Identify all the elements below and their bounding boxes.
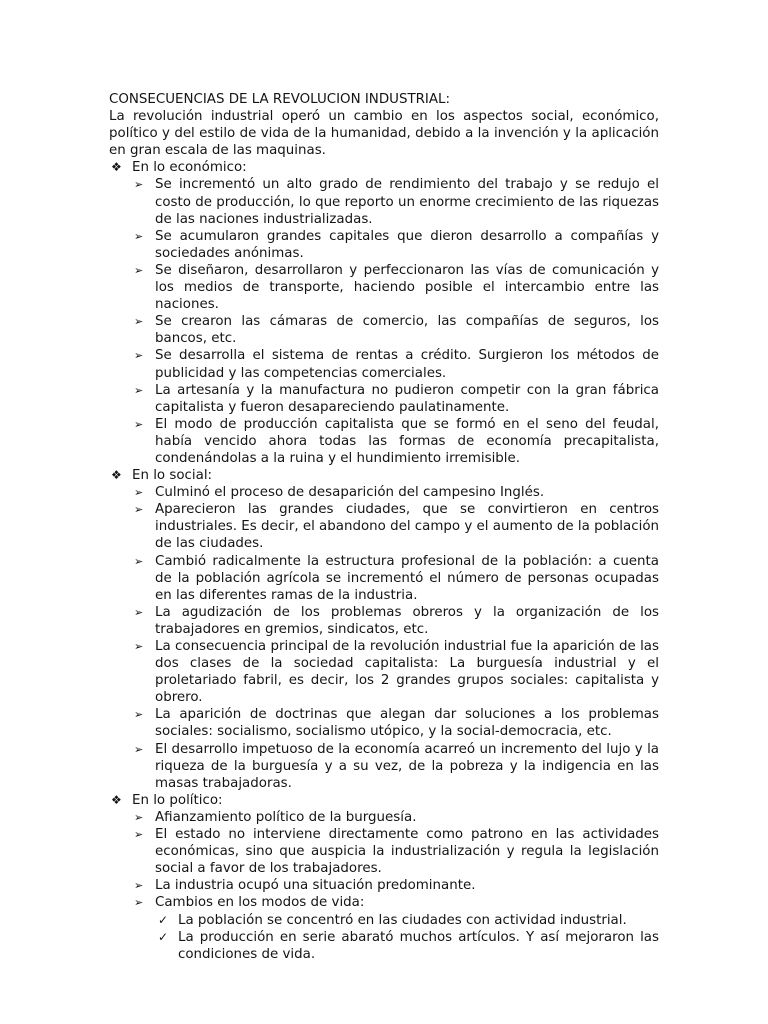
checklist-item-text: La producción en serie abarató muchos artículos. Y así mejoraron las condiciones de vida. [178,929,659,962]
list-item-text: Aparecieron las grandes ciudades, que se convirtieron en centros industriales. Es decir, el abandono del campo y el aumento de la población de las ciudades. [155,502,659,552]
list-item [109,262,659,313]
list-item [109,741,659,792]
list-item-text: Cambios en los modos de vida: [155,895,365,911]
section-heading: En lo político: [132,792,223,808]
list-item [109,416,659,467]
list-item-text: La artesanía y la manufactura no pudieron competir con la gran fábrica capitalista y fueron desapareciendo paulatinamente. [155,382,659,415]
arrow-bullet-icon: ➢ [134,554,144,568]
list-item [109,809,659,826]
check-mark-icon: ✓ [158,912,169,927]
list-item [109,501,659,552]
list-item-text: La agudización de los problemas obreros y la organización de los trabajadores en gremios, sindicatos, etc. [155,604,659,637]
section-item [109,467,659,484]
checklist-item-text: La población se concentró en las ciudades con actividad industrial. [178,912,627,928]
arrow-bullet-icon: ➢ [134,828,144,842]
list-item [109,228,659,262]
list-item [109,484,659,501]
list-item-text: Afianzamiento político de la burguesía. [155,809,417,825]
list-item [109,894,659,911]
list-item [109,176,659,227]
list-item-text: Se acumularon grandes capitales que dieron desarrollo a compañías y sociedades anónimas. [155,228,659,261]
section-list [109,159,659,962]
arrow-bullet-icon: ➢ [134,229,144,243]
diamond-bullet-icon: ❖ [111,468,122,483]
arrow-bullet-icon: ➢ [134,417,144,431]
arrow-bullet-icon: ➢ [134,708,144,722]
list-item-text: Cambió radicalmente la estructura profesional de la población: a cuenta de la población agrícola se incrementó el número de personas ocupadas en las diferentes ramas de la industria. [155,553,659,603]
document-title: CONSECUENCIAS DE LA REVOLUCION INDUSTRIAL: [109,92,451,107]
list-item [109,382,659,416]
check-mark-icon: ✓ [158,929,169,944]
arrow-bullet-icon: ➢ [134,486,144,500]
list-item [109,313,659,347]
list-item-text: Se crearon las cámaras de comercio, las compañías de seguros, los bancos, etc. [155,314,659,347]
list-item [109,638,659,706]
list-item-text: Se diseñaron, desarrollaron y perfeccionaron las vías de comunicación y los medios de transporte, haciendo posible el intercambio entre las naciones. [155,262,659,313]
list-item-text: El modo de producción capitalista que se formó en el seno del feudal, había vencido ahora todas las formas de economía precapitalista, condenándolas a la ruina y el hundimiento irremisible. [155,416,659,466]
list-item [109,553,659,604]
section-heading: En lo social: [132,468,213,484]
list-item-text: La consecuencia principal de la revolución industrial fue la aparición de las dos clases de la sociedad capitalista: La burguesía industrial y el proletariado fabril, es decir, los 2 grandes grupos sociales: capitalista y obrero. [155,639,659,706]
arrow-bullet-icon: ➢ [134,810,144,824]
list-item-text: La aparición de doctrinas que alegan dar soluciones a los problemas sociales: socialismo, socialismo utópico, y la social-democracia, etc. [155,707,659,740]
list-item-text: Se desarrolla el sistema de rentas a crédito. Surgieron los métodos de publicidad y las competencias comerciales. [155,348,659,381]
arrow-bullet-icon: ➢ [134,178,144,192]
arrow-bullet-icon: ➢ [134,605,144,619]
section-item [109,792,659,809]
list-item [109,604,659,638]
list-item [109,826,659,877]
list-item-text: El desarrollo impetuoso de la economía acarreó un incremento del lujo y la riqueza de la burguesía y a su vez, de la pobreza y la indigencia en las masas trabajadoras. [155,741,659,791]
diamond-bullet-icon: ❖ [111,792,122,807]
list-item-text: La industria ocupó una situación predominante. [155,878,476,894]
arrow-bullet-icon: ➢ [134,742,144,756]
arrow-bullet-icon: ➢ [134,383,144,397]
arrow-bullet-icon: ➢ [134,503,144,517]
list-item [109,706,659,740]
diamond-bullet-icon: ❖ [111,160,122,175]
arrow-bullet-icon: ➢ [134,879,144,893]
arrow-bullet-icon: ➢ [134,896,144,910]
list-item [109,347,659,381]
arrow-bullet-icon: ➢ [134,315,144,329]
list-item [109,877,659,894]
section-item [109,159,659,176]
list-item-text: Se incrementó un alto grado de rendimiento del trabajo y se redujo el costo de producción, lo que reporto un enorme crecimiento de las riquezas de las naciones industrializadas. [155,177,659,227]
list-item-text: Culminó el proceso de desaparición del campesino Inglés. [155,485,545,501]
list-item-text: El estado no interviene directamente como patrono en las actividades económicas, sino que auspicia la industrialización y regula la legislación social a favor de los trabajadores. [155,827,659,877]
arrow-bullet-icon: ➢ [134,349,144,363]
section-heading: En lo económico: [132,160,247,176]
arrow-bullet-icon: ➢ [134,263,144,277]
arrow-bullet-icon: ➢ [134,640,144,653]
checklist-item [109,912,659,929]
document-body [109,91,659,963]
intro-paragraph: La revolución industrial operó un cambio en los aspectos social, económico, político y del estilo de vida de la humanidad, debido a la invención y la aplicación en gran escala de las maquinas. [109,109,659,159]
checklist-item [109,929,659,963]
